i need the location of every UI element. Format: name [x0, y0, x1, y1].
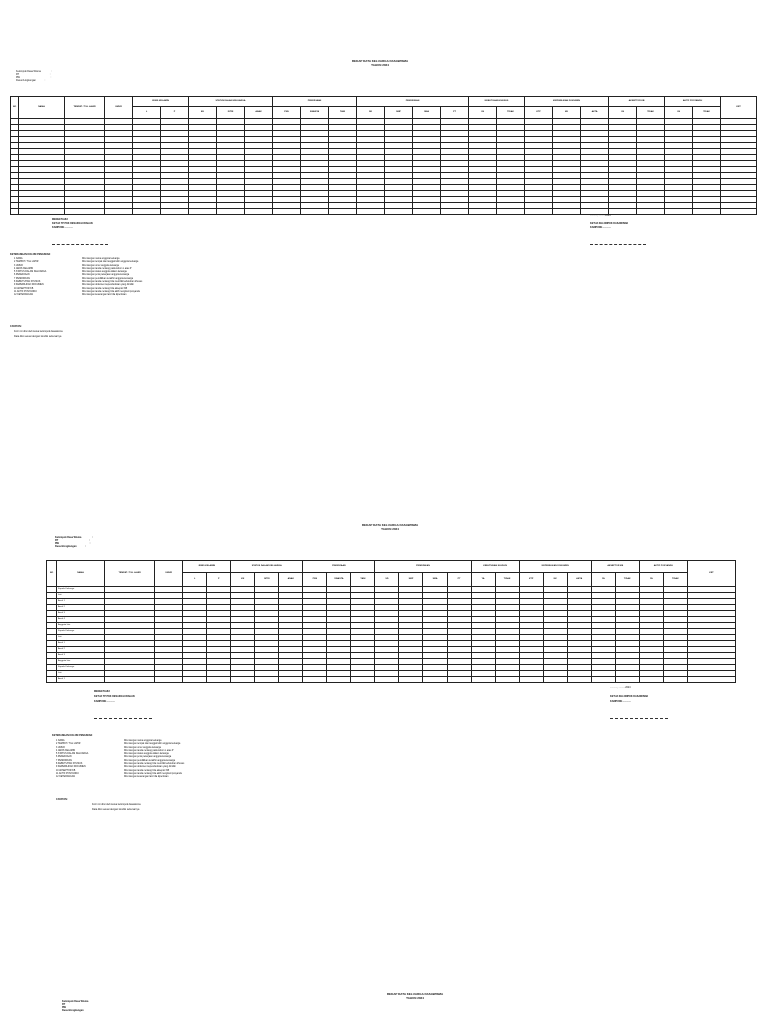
caution-title: CATATAN: [10, 325, 22, 328]
col-akseptor: AKSEPTOR KB [609, 97, 665, 107]
right-sign-title: KETUA KELOMPOK DASAWISMA [590, 222, 629, 225]
sub-header: KTP [525, 107, 553, 119]
sub-header: SD [375, 573, 399, 587]
note-key: 7 PENDIDIKAN [14, 277, 30, 280]
sub-header: TANI [351, 573, 375, 587]
table-cell[interactable] [687, 677, 735, 683]
sub-header: PT [447, 573, 471, 587]
sub-header: SMA [423, 573, 447, 587]
col-kepemilikan: KEPEMILIKAN DOKUMEN [525, 97, 609, 107]
meta-value: : [88, 539, 90, 542]
col-ket: KET [721, 97, 757, 119]
table-cell[interactable] [399, 677, 423, 683]
meta-value: : [51, 70, 53, 73]
table-cell[interactable] [231, 677, 255, 683]
table-cell[interactable] [447, 677, 471, 683]
note-desc: Diisi dengan nama anggota keluarga [124, 740, 162, 742]
col-akseptor: AKSEPTOR KB [591, 561, 639, 573]
table-cell[interactable] [303, 677, 327, 683]
table-cell[interactable] [615, 677, 639, 683]
table-cell[interactable] [155, 677, 183, 683]
caution-title: CATATAN: [56, 798, 68, 801]
table-cell[interactable] [543, 677, 567, 683]
table-cell[interactable]: Anak 3 [57, 611, 105, 617]
left-sign-place: KAMPUNG ............ [52, 226, 73, 229]
sub-header: TIDAK [693, 107, 721, 119]
table-cell[interactable] [133, 209, 161, 215]
sub-header: ISTRI [217, 107, 245, 119]
sub-header: P [207, 573, 231, 587]
note-desc: Diisi dengan tanda centang bila aktif mengikuti posyandu [124, 772, 182, 775]
note-key: 12 KETERANGAN [56, 776, 76, 779]
table-cell[interactable] [11, 209, 19, 215]
meta-block [62, 1000, 88, 1012]
col-pendidikan: PENDIDIKAN [357, 97, 469, 107]
caution-1: Form ini diisi oleh ketua kelompok dasawisma [92, 803, 141, 806]
table-cell[interactable] [245, 209, 273, 215]
right-sign-place: KAMPUNG ............ [610, 700, 631, 703]
table-cell[interactable] [301, 209, 329, 215]
col-status: STATUS DALAM KELUARGA [231, 561, 303, 573]
table-cell[interactable] [19, 209, 65, 215]
table-cell[interactable] [183, 677, 207, 683]
sub-header: KK [543, 573, 567, 587]
note-key: 1 NAMA [56, 740, 65, 742]
sub-header: SMP [385, 107, 413, 119]
meta-value: : [85, 545, 87, 548]
col-kebutuhan: KEBUTUHAN KHUSUS [469, 97, 525, 107]
meta-label: Dusun/Lingkungan [62, 1009, 84, 1012]
col-ttl: TEMPAT / TGL LAHIR [105, 561, 155, 587]
table-cell[interactable] [65, 209, 105, 215]
col-pekerjaan: PEKERJAAN [273, 97, 357, 107]
sub-header: SD [357, 107, 385, 119]
table-cell[interactable] [665, 209, 693, 215]
table-cell[interactable] [423, 677, 447, 683]
sub-header: P [161, 107, 189, 119]
sub-header: YA [469, 107, 497, 119]
table-cell[interactable] [357, 209, 385, 215]
table-cell[interactable]: Anak 1 [57, 599, 105, 605]
table-cell[interactable] [639, 677, 663, 683]
table-cell[interactable] [497, 209, 525, 215]
table-cell[interactable] [385, 209, 413, 215]
meta-block [16, 70, 52, 82]
col-umur: UMUR [155, 561, 183, 587]
col-status: STATUS DALAM KELUARGA [189, 97, 273, 107]
sub-header: AKTA [567, 573, 591, 587]
table-cell[interactable]: Anak 1 [57, 677, 105, 683]
table-cell[interactable]: Istri [57, 635, 105, 641]
col-posyandu: AKTIF POSYANDU [639, 561, 687, 573]
sub-header: KK [189, 107, 217, 119]
note-key: 4 JENIS KELAMIN [56, 749, 76, 752]
note-key: 11 AKTIF POSYANDU [56, 772, 79, 775]
notes-title: KETERANGAN KOLOM PENGISIAN [10, 253, 51, 256]
sub-header: KK [553, 107, 581, 119]
note-desc: Diisi dengan jenis pekerjaan anggota keluarga [82, 274, 130, 277]
right-sign-date: ..........., ..........2024 [590, 214, 611, 217]
table-cell[interactable]: Istri [57, 671, 105, 677]
table-cell[interactable]: Anggota lain [57, 623, 105, 629]
page-title: REKAP DATA KELUARGA DASAWISMA [386, 992, 444, 996]
col-no: NO [47, 561, 57, 587]
table-cell[interactable]: Anak 2 [57, 605, 105, 611]
note-key: 2 TEMPAT / TGL LAHIR [14, 261, 39, 264]
page-title: REKAP DATA KELUARGA DASAWISMA [351, 59, 409, 63]
note-desc: Diisi dengan tanda centang pada kolom L atau P [82, 267, 132, 270]
col-umur: UMUR [105, 97, 133, 119]
note-item [14, 294, 142, 297]
table-cell[interactable]: Kepala Keluarga [57, 665, 105, 671]
col-jenis: JENIS KELAMIN [183, 561, 231, 573]
note-desc: Diisi dengan tanda centang bila memiliki kebutuhan khusus [124, 763, 185, 766]
meta-block [55, 536, 93, 548]
col-nama: NAMA [19, 97, 65, 119]
sub-header: SMA [413, 107, 441, 119]
note-desc: Diisi dengan tanda centang pada kolom L atau P [124, 749, 174, 752]
note-item [56, 776, 184, 779]
table-cell[interactable] [207, 677, 231, 683]
table-cell[interactable] [441, 209, 469, 215]
caution-2: Data diisi sesuai dengan kondisi sebenarnya [92, 808, 140, 811]
table-cell[interactable] [105, 209, 133, 215]
left-sign-place: KAMPUNG ............ [94, 700, 115, 703]
meta-value: : [49, 73, 51, 76]
right-sign-line [590, 244, 646, 245]
col-no: NO [11, 97, 19, 119]
table-cell[interactable]: Anak 3 [57, 653, 105, 659]
col-pekerjaan: PEKERJAAN [303, 561, 375, 573]
sub-header: SWASTA [327, 573, 351, 587]
sub-header: YA [665, 107, 693, 119]
note-key: 10 AKSEPTOR KB [14, 287, 34, 290]
table-cell[interactable] [255, 677, 279, 683]
table-cell[interactable] [105, 677, 155, 683]
table-cell[interactable]: Anggota lain [57, 659, 105, 665]
table-row [47, 677, 736, 683]
table-cell[interactable]: Kepala Keluarga [57, 587, 105, 593]
note-desc: Diisi dengan status anggota dalam keluarga [124, 753, 169, 756]
table-cell[interactable] [47, 677, 57, 683]
right-sign-date: ..........., ..........2024 [610, 686, 631, 689]
table-cell[interactable] [375, 677, 399, 683]
sub-header: PNS [273, 107, 301, 119]
sub-header: L [133, 107, 161, 119]
col-jenis: JENIS KELAMIN [133, 97, 189, 107]
table-cell[interactable] [273, 209, 301, 215]
table-cell[interactable]: Kepala Keluarga [57, 629, 105, 635]
right-sign-place: KAMPUNG ............ [590, 226, 611, 229]
sub-header: TIDAK [497, 107, 525, 119]
left-sign-line [52, 244, 108, 245]
table-cell[interactable] [663, 677, 687, 683]
note-key: 5 STATUS DALAM KELUARGA [14, 271, 47, 274]
table-cell[interactable] [693, 209, 721, 215]
table-cell[interactable] [217, 209, 245, 215]
left-sign-title: KETUA TP PKK DESA/KELURAHAN [52, 222, 93, 225]
note-desc: Diisi dengan pendidikan terakhir anggota keluarga [124, 759, 176, 762]
sub-header: YA [609, 107, 637, 119]
page-year: TAHUN 2024 [371, 63, 389, 67]
note-key: 9 KEPEMILIKAN DOKUMEN [56, 766, 86, 769]
sub-header: SMP [399, 573, 423, 587]
sub-header: YA [639, 573, 663, 587]
sub-header: TIDAK [663, 573, 687, 587]
note-desc: Diisi dengan umur anggota keluarga [124, 746, 161, 749]
table-cell[interactable] [189, 209, 217, 215]
sub-header: PT [441, 107, 469, 119]
table-cell[interactable] [279, 677, 303, 683]
sub-header: AKTA [581, 107, 609, 119]
note-key: 11 AKTIF POSYANDU [14, 290, 37, 293]
left-sign-role: MENGETAHUI [52, 218, 68, 221]
note-key: 4 JENIS KELAMIN [14, 267, 34, 270]
note-desc: Diisi dengan tanda centang bila memiliki kebutuhan khusus [82, 281, 143, 284]
col-posyandu: AKTIF POSYANDU [665, 97, 721, 107]
meta-value: : [44, 79, 46, 82]
notes-list [14, 258, 142, 298]
table-cell[interactable] [329, 209, 357, 215]
table-cell[interactable] [553, 209, 581, 215]
note-desc: Diisi dengan nama anggota keluarga [82, 258, 120, 260]
page-title: REKAP DATA KELUARGA DASAWISMA [361, 523, 419, 527]
meta-label: RT [62, 1003, 66, 1006]
note-key: 8 KEBUTUHAN KHUSUS [56, 763, 83, 766]
table-cell[interactable] [413, 209, 441, 215]
notes-list [56, 740, 184, 780]
meta-label: RT [16, 73, 20, 76]
page-year: TAHUN 2024 [406, 996, 424, 1000]
note-desc: Diisi dengan keterangan lain bila diperlukan [82, 294, 127, 297]
col-nama: NAMA [57, 561, 105, 587]
sub-header: L [183, 573, 207, 587]
page-year: TAHUN 2024 [381, 527, 399, 531]
sub-header: ANAK [279, 573, 303, 587]
meta-label: Kelompok Dasa Wisma [16, 70, 41, 73]
table-cell[interactable] [161, 209, 189, 215]
note-key: 6 PEKERJAAN [56, 756, 72, 759]
table-cell[interactable]: Anak 1 [57, 641, 105, 647]
left-sign-title: KETUA TP PKK DESA/KELURAHAN [94, 695, 135, 698]
sub-header: SWASTA [301, 107, 329, 119]
right-sign-line [610, 718, 668, 719]
sub-header: YA [471, 573, 495, 587]
table-cell[interactable] [471, 677, 495, 683]
table-cell[interactable] [469, 209, 497, 215]
note-key: 5 STATUS DALAM KELUARGA [56, 753, 89, 756]
note-desc: Diisi dengan keterangan lain bila diperlukan [124, 776, 169, 779]
note-key: 3 UMUR [14, 264, 23, 267]
table-row [11, 209, 757, 215]
col-kebutuhan: KEBUTUHAN KHUSUS [471, 561, 519, 573]
right-sign-title: KETUA KELOMPOK DASAWISMA [610, 695, 649, 698]
note-desc: Diisi dengan tanda centang bila aktif mengikuti posyandu [82, 290, 140, 293]
sub-header: TANI [329, 107, 357, 119]
meta-label: RW [62, 1006, 66, 1009]
table-cell[interactable] [609, 209, 637, 215]
meta-value: : [89, 542, 91, 545]
note-desc: Diisi dengan umur anggota keluarga [82, 264, 119, 267]
note-desc: Diisi dengan tempat dan tanggal lahir anggota keluarga [82, 261, 139, 264]
note-desc: Diisi dengan dokumen kependudukan yang dimiliki [82, 284, 134, 287]
table-cell[interactable]: Anak 2 [57, 647, 105, 653]
note-desc: Diisi dengan tanda centang bila akseptor KB [124, 769, 170, 772]
col-ttl: TEMPAT / TGL LAHIR [65, 97, 105, 119]
meta-value: : [50, 76, 52, 79]
sub-header: ISTRI [255, 573, 279, 587]
table-cell[interactable] [591, 677, 615, 683]
note-key: 1 NAMA [14, 258, 23, 260]
note-key: 6 PEKERJAAN [14, 274, 30, 277]
sub-header: KK [231, 573, 255, 587]
meta-label: Dusun/Lingkungan [55, 545, 77, 548]
note-desc: Diisi dengan pendidikan terakhir anggota keluarga [82, 277, 134, 280]
meta-value: : [91, 536, 93, 539]
meta-label: RW [16, 76, 20, 79]
col-ket: KET [687, 561, 735, 587]
note-key: 9 KEPEMILIKAN DOKUMEN [14, 284, 44, 287]
left-sign-role: MENGETAHUI [94, 690, 110, 693]
table-cell[interactable]: Anak 4 [57, 617, 105, 623]
note-desc: Diisi dengan tempat dan tanggal lahir anggota keluarga [124, 743, 181, 746]
col-kepemilikan: KEPEMILIKAN DOKUMEN [519, 561, 591, 573]
sub-header: KTP [519, 573, 543, 587]
meta-label: Dusun/Lingkungan [16, 79, 36, 82]
meta-label: Kelompok Dasa Wisma [55, 536, 82, 539]
note-desc: Diisi dengan tanda centang bila akseptor KB [82, 287, 128, 290]
note-key: 3 UMUR [56, 746, 65, 749]
table-cell[interactable] [351, 677, 375, 683]
note-key: 12 KETERANGAN [14, 294, 34, 297]
caution-2: Data diisi sesuai dengan kondisi sebenarnya [14, 335, 62, 338]
note-key: 10 AKSEPTOR KB [56, 769, 76, 772]
sub-header: PNS [303, 573, 327, 587]
sub-header: TIDAK [615, 573, 639, 587]
table-cell[interactable] [327, 677, 351, 683]
table-cell[interactable] [525, 209, 553, 215]
data-table [46, 560, 736, 683]
meta-label: RT [55, 539, 59, 542]
note-desc: Diisi dengan dokumen kependudukan yang dimiliki [124, 766, 176, 769]
note-key: 8 KEBUTUHAN KHUSUS [14, 281, 41, 284]
note-key: 2 TEMPAT / TGL LAHIR [56, 743, 81, 746]
table-cell[interactable]: Istri [57, 593, 105, 599]
meta-label: Kelompok Dasa Wisma [62, 1000, 89, 1003]
caution-1: Form ini diisi oleh ketua kelompok dasawisma [14, 330, 63, 333]
sub-header: YA [591, 573, 615, 587]
note-key: 7 PENDIDIKAN [56, 759, 72, 762]
table-cell[interactable] [721, 209, 757, 215]
col-pendidikan: PENDIDIKAN [375, 561, 471, 573]
meta-label: RW [55, 542, 59, 545]
table-cell[interactable] [519, 677, 543, 683]
note-desc: Diisi dengan jenis pekerjaan anggota keluarga [124, 756, 172, 759]
table-cell[interactable] [495, 677, 519, 683]
note-desc: Diisi dengan status anggota dalam keluarga [82, 271, 127, 274]
sub-header: ANAK [245, 107, 273, 119]
sub-header: TIDAK [495, 573, 519, 587]
sub-header: TIDAK [637, 107, 665, 119]
data-table [10, 96, 757, 215]
table-cell[interactable] [567, 677, 591, 683]
table-cell[interactable] [637, 209, 665, 215]
left-sign-line [94, 718, 152, 719]
notes-title: KETERANGAN KOLOM PENGISIAN [52, 734, 93, 737]
